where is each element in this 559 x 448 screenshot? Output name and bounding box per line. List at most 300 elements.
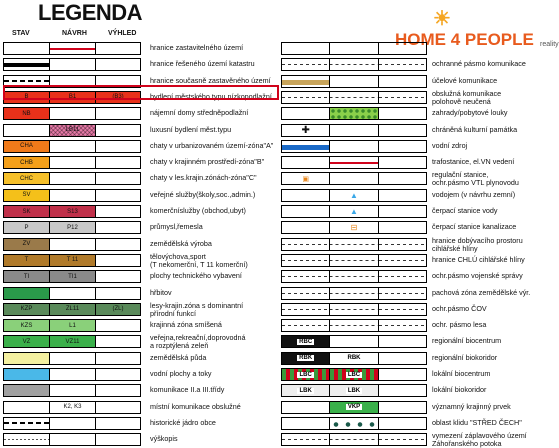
legend-row-right	[281, 42, 427, 55]
cell-code: (ZL)	[112, 306, 124, 313]
water-icon: ▲	[350, 207, 358, 216]
cell-symbol	[379, 320, 426, 331]
legend-row-left	[3, 368, 141, 381]
cell-navrh	[50, 304, 96, 315]
cell-code: B	[24, 94, 29, 101]
cell-code: P12	[67, 224, 78, 231]
cell-code: LB11	[65, 127, 80, 133]
cell-vyhled	[96, 190, 140, 201]
cell-vyhled	[96, 125, 140, 136]
cell-stav	[4, 418, 50, 429]
cell-symbol	[282, 320, 330, 331]
cell-code: VZ11	[65, 338, 80, 345]
cell-stav	[4, 157, 50, 168]
legend-label	[150, 289, 172, 297]
legend-row-right	[281, 319, 427, 332]
cell-navrh	[50, 59, 96, 70]
cell-navrh	[50, 173, 96, 184]
legend-label-text: plochy technického vybavení	[150, 271, 242, 281]
legend-label	[432, 256, 525, 264]
cell-code: CHA	[20, 143, 33, 150]
legend-row-right	[281, 91, 427, 104]
cell-symbol	[330, 434, 378, 445]
legend-label	[432, 60, 526, 68]
header-stav: STAV	[12, 30, 30, 37]
legend-label	[150, 334, 246, 350]
cell-vyhled	[96, 304, 140, 315]
cell-navrh	[50, 434, 96, 445]
legend-label-text: nájemní domy středněpodlažní	[150, 108, 249, 118]
cell-navrh	[50, 190, 96, 201]
cell-symbol	[282, 76, 330, 87]
legend-label-text: zemědělská výroba	[150, 238, 212, 248]
cell-stav	[4, 222, 50, 233]
legend-label-text: obslužná komunikace	[432, 88, 502, 98]
cell-symbol	[330, 369, 378, 380]
legend-label-text: ochr.pásmo vojenské správy	[432, 271, 523, 281]
legend-label-text: místní komunikace obslužné	[150, 401, 241, 411]
legend-label-text: trafostanice, el.VN vedení	[432, 157, 515, 167]
legend-label-text: vodní plochy a toky	[150, 369, 212, 378]
cell-symbol	[282, 271, 330, 282]
legend-row-left	[3, 189, 141, 202]
cell-symbol	[282, 92, 330, 103]
cell-navrh	[50, 336, 96, 347]
legend-row-right	[281, 417, 427, 430]
cell-stav	[4, 255, 50, 266]
cell-symbol	[379, 125, 426, 136]
cell-stav	[4, 206, 50, 217]
legend-label-text: významný krajinný prvek	[432, 401, 511, 411]
legend-row-right	[281, 156, 427, 169]
cell-symbol	[330, 43, 378, 54]
cell-code: SV	[22, 192, 31, 199]
legend-label-text: bydlení městského typu nízkopodlažní	[150, 91, 272, 101]
legend-label	[432, 207, 498, 215]
legend-label	[150, 370, 212, 378]
legend-label-text: veřejna,rekreační,doprovodná	[150, 333, 246, 343]
cell-vyhled	[96, 141, 140, 152]
symbol-code: RBK	[299, 355, 313, 362]
cell-symbol	[282, 288, 330, 299]
legend-row-right	[281, 270, 427, 283]
legend-row-right	[281, 172, 427, 185]
legend-row-right	[281, 368, 427, 381]
legend-row-right	[281, 352, 427, 365]
cell-navrh	[50, 108, 96, 119]
cell-symbol	[330, 141, 378, 152]
cell-symbol	[330, 320, 378, 331]
legend-row-left	[3, 124, 141, 137]
legend-label	[432, 223, 516, 231]
cell-navrh	[50, 418, 96, 429]
cell-stav	[4, 59, 50, 70]
legend-label-text: komerčníslužby (obchod,ubyt)	[150, 206, 246, 215]
legend-row-right	[281, 205, 427, 218]
legend-label-sub: Záhořanského potoka	[432, 439, 502, 448]
cell-symbol	[282, 239, 330, 250]
symbol-code: VKP	[347, 404, 361, 411]
cell-stav	[4, 108, 50, 119]
legend-row-right	[281, 75, 427, 88]
legend-label-text: vodojem (v návrhu zemní)	[432, 189, 516, 199]
cell-code: (B3)	[112, 94, 124, 101]
cell-navrh	[50, 206, 96, 217]
legend-label	[150, 223, 203, 231]
highlight-box	[3, 85, 279, 100]
cell-vyhled	[96, 271, 140, 282]
legend-row-right	[281, 124, 427, 137]
cell-navrh	[50, 239, 96, 250]
cell-code: L1	[69, 322, 76, 329]
legend-label-text: zemědělská půda	[150, 352, 207, 362]
legend-label	[150, 174, 257, 182]
cell-stav	[4, 43, 50, 54]
cell-symbol	[379, 402, 426, 413]
cell-code: SK	[22, 208, 31, 215]
cell-vyhled	[96, 173, 140, 184]
cell-symbol	[379, 59, 426, 70]
cell-symbol	[282, 222, 330, 233]
legend-label-text: vodní zdroj	[432, 140, 468, 150]
legend-label	[150, 386, 224, 394]
cell-navrh	[50, 288, 96, 299]
brand-name: HOME 4 PEOPLE	[395, 30, 534, 49]
cell-navrh	[50, 402, 96, 413]
legend-row-right	[281, 140, 427, 153]
cell-stav	[4, 125, 50, 136]
legend-label	[432, 237, 523, 253]
legend-row-left	[3, 172, 141, 185]
legend-label-text: lokální biokoridor	[432, 385, 487, 395]
cell-code: ZL11	[65, 306, 80, 313]
symbol-code: LBC	[347, 371, 361, 378]
cell-stav	[4, 239, 50, 250]
cell-navrh	[50, 320, 96, 331]
legend-label-text: tělovýchova,sport	[150, 251, 206, 261]
legend-label-text: hranice současně zastavěného území	[150, 75, 271, 85]
legend-row-left	[3, 42, 141, 55]
symbol-code: LBK	[347, 387, 361, 394]
cell-symbol	[330, 157, 378, 168]
cell-symbol	[330, 206, 378, 217]
legend-label-text: chaty v urbanizovaném území-zóna"A"	[150, 140, 274, 150]
legend-label-sub: polohově neučená	[432, 96, 491, 106]
cell-symbol	[282, 43, 330, 54]
legend-row-left	[3, 417, 141, 430]
cell-symbol	[330, 271, 378, 282]
cell-vyhled	[96, 222, 140, 233]
cell-navrh	[50, 141, 96, 152]
cell-symbol	[330, 76, 378, 87]
cell-symbol	[282, 108, 330, 119]
cell-symbol	[379, 336, 426, 347]
cell-vyhled	[96, 43, 140, 54]
legend-label	[432, 191, 515, 199]
legend-label-text: chaty v krajinném prostředí-zóna"B"	[150, 157, 265, 167]
legend-label	[150, 109, 248, 117]
cell-navrh	[50, 353, 96, 364]
cell-stav	[4, 385, 50, 396]
legend-label	[150, 158, 264, 166]
cell-navrh	[50, 271, 96, 282]
cell-symbol	[330, 418, 378, 429]
cell-symbol	[379, 353, 426, 364]
legend-label-text: hranice zastavitelného území	[150, 43, 244, 52]
cell-stav	[4, 173, 50, 184]
legend-label	[150, 419, 216, 427]
legend-row-left	[3, 58, 141, 71]
legend-label-text: pachová zóna zemědělské výr.	[432, 287, 531, 297]
legend-label	[150, 142, 273, 150]
legend-row-left	[3, 319, 141, 332]
cell-stav	[4, 288, 50, 299]
sun-icon: ☀	[433, 8, 451, 30]
legend-label-text: oblast klidu "STŘED ČECH"	[432, 417, 522, 427]
cell-code: KZS	[20, 322, 33, 329]
cell-vyhled	[96, 288, 140, 299]
cell-vyhled	[96, 385, 140, 396]
legend-label-sub: (T nekomerční, T 11 komerční)	[150, 259, 248, 269]
cell-navrh	[50, 369, 96, 380]
legend-row-left	[3, 335, 141, 348]
cell-code: TI	[23, 273, 30, 280]
cell-symbol	[330, 190, 378, 201]
cell-symbol	[282, 434, 330, 445]
legend-label-text: regionální biocentrum	[432, 336, 502, 346]
cell-vyhled	[96, 206, 140, 217]
legend-label-text: komunikace II.a III.třídy	[150, 385, 225, 395]
legend-label	[150, 77, 271, 85]
legend-label-text: čerpací stanice vody	[432, 206, 498, 215]
legend-label-text: lokální biocentrum	[432, 369, 491, 378]
cell-symbol	[330, 288, 378, 299]
legend-label	[150, 302, 243, 318]
legend-label	[432, 171, 519, 187]
cell-symbol	[330, 108, 378, 119]
cell-code: NB	[22, 110, 31, 117]
legend-label-text: vymezení záplavového území	[432, 431, 527, 441]
cell-code: P	[24, 224, 29, 231]
cell-symbol	[330, 222, 378, 233]
cell-symbol	[330, 385, 378, 396]
legend-row-left	[3, 384, 141, 397]
cell-stav	[4, 190, 50, 201]
cell-symbol	[379, 239, 426, 250]
cell-symbol	[282, 353, 330, 364]
legend-row-left	[3, 140, 141, 153]
cell-symbol	[379, 434, 426, 445]
cell-symbol	[282, 418, 330, 429]
cell-symbol	[379, 255, 426, 266]
cell-symbol	[330, 239, 378, 250]
legend-label	[432, 272, 523, 280]
cell-navrh	[50, 222, 96, 233]
legend-row-right	[281, 238, 427, 251]
cell-code: K2, K3	[63, 404, 82, 411]
legend-label	[150, 435, 178, 443]
cell-code: T 11	[66, 257, 79, 264]
cell-code: TI1	[68, 273, 77, 280]
header-navrh: NÁVRH	[62, 30, 87, 37]
legend-label	[432, 432, 527, 448]
cell-symbol	[330, 125, 378, 136]
legend-label-sub: cihlářské hlíny	[432, 243, 478, 253]
legend-row-right	[281, 189, 427, 202]
cell-symbol	[379, 157, 426, 168]
legend-label-text: ochr.pásmo ČOV	[432, 303, 487, 313]
legend-label-text: hřbitov	[150, 287, 172, 297]
cell-vyhled	[96, 369, 140, 380]
cell-symbol	[379, 173, 426, 184]
cell-symbol	[330, 336, 378, 347]
legend-row-left	[3, 287, 141, 300]
cell-vyhled	[96, 108, 140, 119]
legend-label	[432, 158, 514, 166]
legend-row-right	[281, 254, 427, 267]
cell-stav	[4, 353, 50, 364]
legend-row-right	[281, 433, 427, 446]
legend-row-right	[281, 287, 427, 300]
legend-label	[432, 289, 530, 297]
legend-row-right	[281, 401, 427, 414]
legend-label-text: výškopis	[150, 434, 178, 444]
cell-stav	[4, 271, 50, 282]
cell-symbol	[379, 92, 426, 103]
legend-row-left	[3, 401, 141, 414]
legend-label-text: krajinná zóna smíšená	[150, 320, 222, 330]
legend-label-text: chráněná kulturní památka	[432, 124, 518, 134]
legend-label	[150, 44, 243, 52]
legend-row-left	[3, 433, 141, 446]
cell-navrh	[50, 157, 96, 168]
cell-code: CHB	[20, 159, 33, 166]
legend-row-left	[3, 221, 141, 234]
legend-label-text: veřejné služby(školy,soc.,admin.)	[150, 189, 256, 199]
legend-label	[432, 126, 517, 134]
legend-label-text: historické jádro obce	[150, 417, 216, 427]
legend-label-text: účelové komunikace	[432, 75, 498, 85]
legend-label	[150, 207, 246, 215]
cell-navrh	[50, 255, 96, 266]
cell-symbol	[379, 76, 426, 87]
cell-symbol	[379, 141, 426, 152]
legend-label-sub: ochr.pásmo VTL plynovodu	[432, 178, 519, 188]
cell-symbol	[379, 190, 426, 201]
legend-row-right	[281, 384, 427, 397]
legend-row-left	[3, 156, 141, 169]
cell-symbol	[282, 385, 330, 396]
legend-label	[432, 90, 501, 106]
cell-symbol	[282, 141, 330, 152]
legend-label	[150, 126, 231, 134]
cell-stav	[4, 434, 50, 445]
legend-label-text: hranice CHLÚ cihlářské hlíny	[432, 254, 525, 264]
legend-label-text: ochranné pásmo komunikace	[432, 59, 526, 69]
legend-label	[150, 240, 212, 248]
legend-label-text: chaty v les.krajin.zónách-zóna"C"	[150, 173, 257, 183]
legend-row-left	[3, 205, 141, 218]
legend-label-text: regulační stanice,	[432, 170, 489, 180]
legend-label	[432, 370, 490, 378]
cell-vyhled	[96, 239, 140, 250]
cell-vyhled	[96, 402, 140, 413]
legend-title: LEGENDA	[38, 0, 143, 25]
cell-navrh	[50, 385, 96, 396]
cell-navrh	[50, 43, 96, 54]
cell-symbol	[330, 173, 378, 184]
legend-label-text: luxusní bydlení měst.typu	[150, 124, 232, 134]
legend-label	[432, 386, 486, 394]
cell-symbol	[282, 206, 330, 217]
legend-label	[150, 321, 222, 329]
legend-label	[432, 109, 508, 117]
cell-stav	[4, 402, 50, 413]
cell-vyhled	[96, 255, 140, 266]
legend-label	[432, 321, 486, 329]
legend-label-text: hranice řešeného území katastru	[150, 59, 255, 69]
legend-row-left	[3, 303, 141, 316]
legend-label	[432, 419, 522, 427]
legend-label	[150, 403, 241, 411]
cell-symbol	[282, 304, 330, 315]
legend-row-left	[3, 270, 141, 283]
cell-symbol	[282, 402, 330, 413]
cell-symbol	[282, 369, 330, 380]
cell-vyhled	[96, 336, 140, 347]
cell-symbol	[282, 157, 330, 168]
cell-symbol	[379, 385, 426, 396]
cell-code: CHC	[20, 175, 33, 182]
cell-symbol	[330, 402, 378, 413]
legend-row-left	[3, 107, 141, 120]
cell-stav	[4, 320, 50, 331]
legend-label-text: hranice dobývacího prostoru	[432, 235, 523, 245]
cell-vyhled	[96, 434, 140, 445]
cell-symbol	[282, 336, 330, 347]
cell-symbol	[282, 255, 330, 266]
gas-icon: ▣	[302, 175, 309, 183]
legend-label-text: regionální biokoridor	[432, 352, 498, 362]
cell-symbol	[282, 125, 330, 136]
cell-code: T	[24, 257, 29, 264]
cell-symbol	[379, 271, 426, 282]
legend-label	[432, 354, 497, 362]
legend-row-right	[281, 58, 427, 71]
legend-label-text: ochr. pásmo lesa	[432, 320, 487, 330]
brand-sub: reality	[540, 41, 559, 48]
cross-icon: ✚	[301, 124, 310, 136]
cell-symbol	[379, 108, 426, 119]
water-icon: ▲	[350, 190, 358, 200]
cell-symbol	[379, 222, 426, 233]
cell-symbol	[282, 59, 330, 70]
legend-label	[150, 272, 242, 280]
legend-label-sub: přírodní funkcí	[150, 308, 196, 318]
symbol-code: LBC	[299, 371, 312, 378]
cell-stav	[4, 141, 50, 152]
pump-icon: ⊟	[350, 223, 358, 233]
symbol-code: LBK	[299, 387, 312, 394]
cell-symbol	[379, 43, 426, 54]
legend-row-left	[3, 254, 141, 267]
cell-code: B1	[68, 94, 77, 101]
legend-row-right	[281, 107, 427, 120]
cell-code: VZ	[22, 338, 31, 345]
symbol-code: RBC	[299, 338, 313, 345]
legend-label-text: lesy-krajin.zóna s dominantní	[150, 300, 244, 310]
header-vyhled: VÝHLED	[108, 30, 137, 37]
